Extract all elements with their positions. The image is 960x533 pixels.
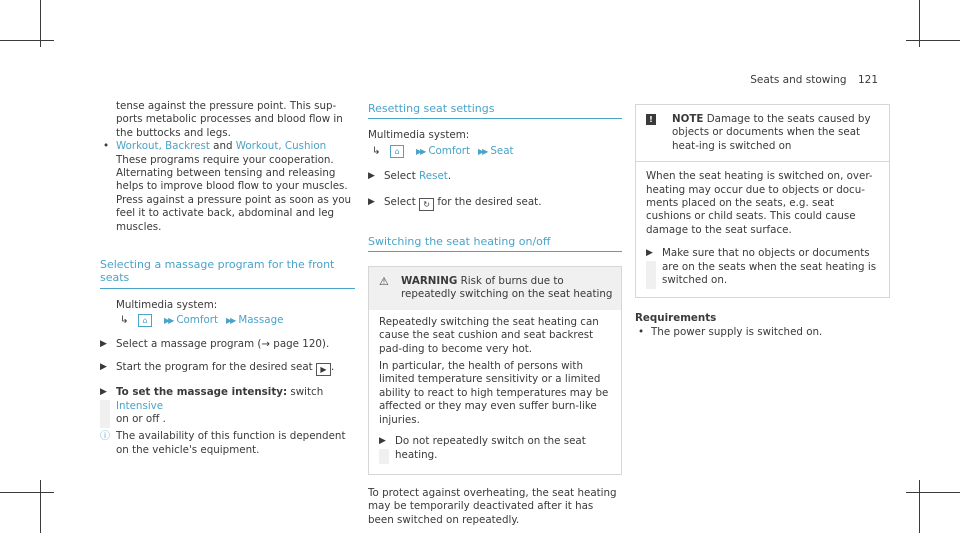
section-heading: Selecting a massage program for the front seats xyxy=(100,258,355,289)
hook-arrow-icon: ↳ xyxy=(120,314,129,327)
double-chevron-icon: ▶▶ xyxy=(164,316,173,326)
page-number: 121 xyxy=(857,74,878,86)
intro-paragraph: tense against the pressure point. This sup- ports metabolic processes and blood flow in the buttocks and legs. xyxy=(116,100,343,139)
step-item: ▶ Do not repeatedly switch on the seat heating. xyxy=(379,435,613,462)
column-3 xyxy=(635,104,890,339)
paragraph: To protect against overheating, the seat heating may be temporarily deactivated after it has been switched on repeatedly. xyxy=(368,486,617,526)
note-box: ! NOTE Damage to the seats caused by objects or documents when the seat heat-ing is switched on When the seat heating is switched on, over-heating may occur due to objects or docu-ments placed on the seats, e.g. seat cushions or child seats. This could cause damage to the seat surface. ▶ Make sure that no objects or documents are on the seats when the seat heating is switched on. xyxy=(635,104,890,298)
step-item: ▶ Select Reset. xyxy=(368,170,452,183)
action-triangle-icon: ▶ xyxy=(368,171,375,182)
bullet-icon: • xyxy=(103,140,110,153)
double-chevron-icon: ▶▶ xyxy=(226,316,235,326)
warning-triangle-icon: ⚠ xyxy=(379,275,389,289)
action-triangle-icon: ▶ xyxy=(100,387,107,398)
action-triangle-icon: ▶ xyxy=(379,436,386,447)
reset-icon: ↻ xyxy=(419,198,434,211)
info-note: ⓘ The availability of this function is dependent on the vehicle's equipment. xyxy=(100,430,346,456)
link-workout-cushion[interactable]: Workout, Cushion xyxy=(235,140,327,153)
step-item: ▶ Select ↻ for the desired seat. xyxy=(368,195,542,209)
crop-mark xyxy=(0,492,54,493)
hook-arrow-icon: ↳ xyxy=(372,144,381,157)
crop-mark xyxy=(919,480,920,533)
action-triangle-icon: ▶ xyxy=(646,248,653,259)
play-icon: ▶ xyxy=(316,363,331,376)
info-icon: ⓘ xyxy=(100,431,110,443)
double-chevron-icon: ▶▶ xyxy=(478,146,487,156)
link-reset[interactable]: Reset xyxy=(419,170,448,183)
action-triangle-icon: ▶ xyxy=(100,362,107,373)
step-item: ▶ To set the massage intensity: switch Intensive on or off . xyxy=(100,386,355,426)
home-icon: ⌂ xyxy=(390,145,404,158)
warning-title: WARNING xyxy=(401,275,458,288)
crop-mark xyxy=(40,480,41,533)
running-header xyxy=(750,74,878,87)
link-intensive[interactable]: Intensive xyxy=(116,399,164,412)
link-workout-backrest[interactable]: Workout, Backrest xyxy=(116,140,210,153)
note-title: NOTE xyxy=(672,113,704,125)
action-triangle-icon: ▶ xyxy=(100,338,107,349)
requirements-title: Requirements xyxy=(635,312,717,325)
action-triangle-icon: ▶ xyxy=(368,196,375,207)
crop-mark xyxy=(906,492,960,493)
section-heading: Switching the seat heating on/off xyxy=(368,235,622,252)
bullet-item: • The power supply is switched on. xyxy=(638,325,823,338)
bullet-icon: • xyxy=(638,325,645,338)
step-item: ▶ Start the program for the desired seat ▶ . xyxy=(100,361,335,375)
note-icon: ! xyxy=(646,114,656,125)
crop-mark xyxy=(0,40,54,41)
warning-box: ⚠ WARNING Risk of burns due to repeatedly switching on the seat heating Repeatedly switching the seat heating can cause the seat cushion and seat backrest pad-ding to become very hot. In particular, the health of persons with limited temperature sensitivity or a limited ability to react to high temperatures may be affected or they may even suffer burn-like injuries. ▶ Do not repeatedly switch on the seat heating. xyxy=(368,266,622,475)
requirements xyxy=(635,312,890,339)
home-icon: ⌂ xyxy=(138,314,152,327)
menu-path: Multimedia system: ↳ ⌂ ▶▶ Comfort ▶▶ Massage xyxy=(116,298,284,327)
step-item: ▶ Select a massage program (→ page 120). xyxy=(100,337,330,350)
section-heading: Resetting seat settings xyxy=(368,102,622,119)
menu-path: Multimedia system: ↳ ⌂ ▶▶ Comfort ▶▶ Seat xyxy=(368,129,514,157)
crop-mark xyxy=(906,40,960,41)
column-1 xyxy=(100,100,355,457)
bullet-item: • Workout, Backrest and Workout, Cushion These programs require your cooperation. Alternating between tensing and releasing helps to improve blood flow to your muscles. Press against a pressure point as soon as you feel it to activate back, abdominal and leg muscles. xyxy=(103,140,352,233)
section-title: Seats and stowing xyxy=(750,74,847,86)
double-chevron-icon: ▶▶ xyxy=(416,146,425,156)
step-item: ▶ Make sure that no objects or documents are on the seats when the seat heating is switched on. xyxy=(646,247,881,287)
column-2 xyxy=(368,100,622,527)
